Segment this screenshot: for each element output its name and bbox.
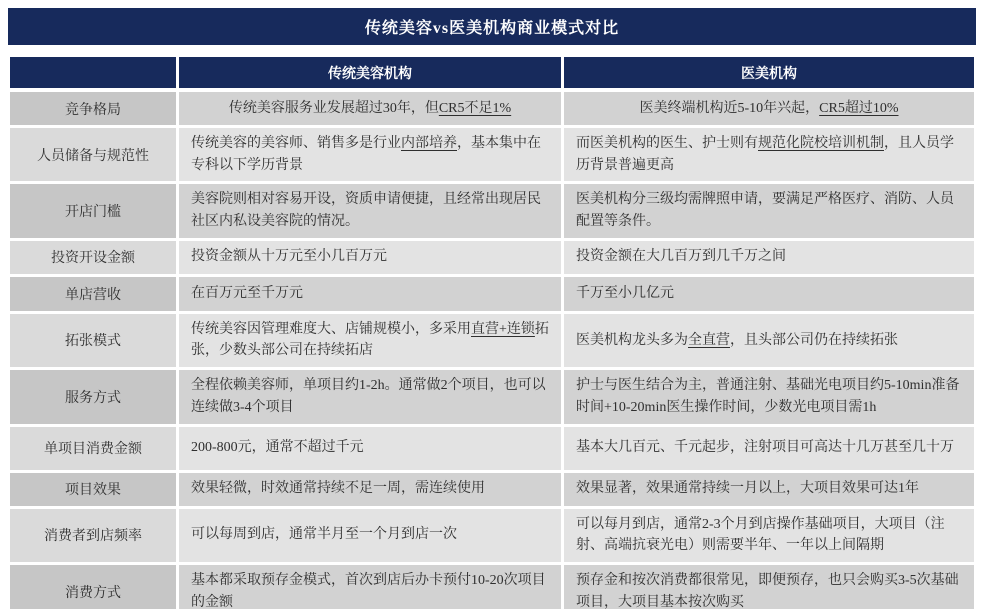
text-segment: 效果轻微，时效通常持续不足一周，需连续使用 bbox=[191, 481, 485, 497]
table-row bbox=[10, 427, 974, 470]
underlined-text: 全直营 bbox=[688, 332, 730, 348]
text-segment: 效果显著，效果通常持续一月以上，大项目效果可达1年 bbox=[576, 481, 919, 497]
cell-traditional bbox=[179, 92, 561, 125]
text-segment: 传统美容的美容师、销售多是行业 bbox=[191, 136, 401, 151]
cell-traditional bbox=[179, 184, 561, 237]
cell-traditional bbox=[179, 370, 561, 423]
table-row bbox=[10, 92, 974, 125]
cell-medical bbox=[564, 314, 974, 367]
cell-medical bbox=[564, 427, 974, 470]
underlined-text: 内部培养 bbox=[401, 136, 457, 151]
table-row bbox=[10, 241, 974, 274]
text-segment: ，且头部公司仍在持续拓张 bbox=[730, 332, 898, 348]
underlined-text: 直营+连锁 bbox=[471, 321, 535, 337]
text-segment: ，基本集中在专科以下学历背景 bbox=[191, 136, 541, 173]
table-row bbox=[10, 184, 974, 237]
text-segment: ，且人员学历背景普遍更高 bbox=[576, 136, 954, 173]
cell-medical bbox=[564, 509, 974, 562]
table-row bbox=[10, 565, 974, 609]
cell-medical bbox=[564, 370, 974, 423]
table-row bbox=[10, 370, 974, 423]
text-segment: 全程依赖美容师，单项目约1-2h。通常做2个项目，也可以连续做3-4个项目 bbox=[191, 378, 546, 415]
cell-traditional bbox=[179, 473, 561, 506]
row-label: 人员储备与规范性 bbox=[10, 128, 176, 181]
row-label: 服务方式 bbox=[10, 370, 176, 423]
table-row bbox=[10, 509, 974, 562]
cell-medical bbox=[564, 92, 974, 125]
text-segment: 预存金和按次消费都很常见，即便预存，也只会购买3-5次基础项目，大项目基本按次购买 bbox=[576, 573, 959, 609]
cell-traditional bbox=[179, 565, 561, 609]
page-title: 传统美容vs医美机构商业模式对比 bbox=[8, 8, 976, 45]
table-body bbox=[10, 92, 974, 609]
row-label: 单项目消费金额 bbox=[10, 427, 176, 470]
table-row bbox=[10, 473, 974, 506]
cell-medical bbox=[564, 473, 974, 506]
text-segment: 传统美容因管理难度大、店铺规模小，多采用 bbox=[191, 321, 471, 337]
cell-traditional bbox=[179, 509, 561, 562]
row-label: 竞争格局 bbox=[10, 92, 176, 125]
text-segment: 护士与医生结合为主，普通注射、基础光电项目约5-10min准备时间+10-20min医生操作时间，少数光电项目需1h bbox=[576, 378, 960, 415]
underlined-text: CR5超过10% bbox=[819, 100, 899, 116]
column-header-traditional: 传统美容机构 bbox=[179, 57, 561, 88]
text-segment: 千万至小几亿元 bbox=[576, 285, 674, 301]
cell-medical bbox=[564, 565, 974, 609]
comparison-table bbox=[10, 57, 974, 609]
text-segment: 投资金额在大几百万到几千万之间 bbox=[576, 249, 786, 265]
table-row bbox=[10, 314, 974, 367]
row-label: 消费方式 bbox=[10, 565, 176, 609]
text-segment: 医美终端机构近5-10年兴起， bbox=[639, 100, 820, 116]
cell-traditional bbox=[179, 241, 561, 274]
table-header-row bbox=[10, 57, 974, 88]
cell-traditional bbox=[179, 427, 561, 470]
header-corner-cell bbox=[10, 57, 176, 88]
column-header-medical: 医美机构 bbox=[564, 57, 974, 88]
text-segment: 医美机构分三级均需牌照申请，要满足严格医疗、消防、人员配置等条件。 bbox=[576, 192, 954, 230]
text-segment: 200-800元，通常不超过千元 bbox=[191, 440, 364, 456]
text-segment: 投资金额从十万元至小几百万元 bbox=[191, 249, 387, 265]
text-segment: 拓张，少数头部公司在持续拓店 bbox=[191, 321, 549, 359]
cell-medical bbox=[564, 241, 974, 274]
text-segment: 而医美机构的医生、护士则有 bbox=[576, 136, 758, 151]
text-segment: 基本大几百元、千元起步，注射项目可高达十几万甚至几十万 bbox=[576, 440, 954, 456]
row-label: 消费者到店频率 bbox=[10, 509, 176, 562]
text-segment: 传统美容服务业发展超过30年，但 bbox=[228, 100, 439, 116]
text-segment: 基本都采取预存金模式，首次到店后办卡预付10-20次项目的金额 bbox=[191, 573, 546, 609]
table-row bbox=[10, 277, 974, 311]
row-label: 开店门槛 bbox=[10, 184, 176, 237]
text-segment: 可以每周到店，通常半月至一个月到店一次 bbox=[191, 527, 457, 543]
cell-medical bbox=[564, 128, 974, 181]
table-row bbox=[10, 128, 974, 181]
cell-medical bbox=[564, 277, 974, 311]
row-label: 单店营收 bbox=[10, 277, 176, 311]
cell-medical bbox=[564, 184, 974, 237]
text-segment: 美容院则相对容易开设，资质申请便捷，且经常出现居民社区内私设美容院的情况。 bbox=[191, 192, 541, 230]
row-label: 项目效果 bbox=[10, 473, 176, 506]
text-segment: 在百万元至千万元 bbox=[191, 285, 303, 301]
cell-traditional bbox=[179, 314, 561, 367]
underlined-text: 规范化院校培训机制 bbox=[758, 136, 884, 151]
cell-traditional bbox=[179, 277, 561, 311]
row-label: 投资开设金额 bbox=[10, 241, 176, 274]
underlined-text: CR5不足1% bbox=[438, 100, 512, 116]
text-segment: 医美机构龙头多为 bbox=[576, 332, 688, 348]
text-segment: 可以每月到店，通常2-3个月到店操作基础项目，大项目（注射、高端抗衰光电）则需要半年、一年以上间隔期 bbox=[576, 516, 945, 554]
cell-traditional bbox=[179, 128, 561, 181]
row-label: 拓张模式 bbox=[10, 314, 176, 367]
